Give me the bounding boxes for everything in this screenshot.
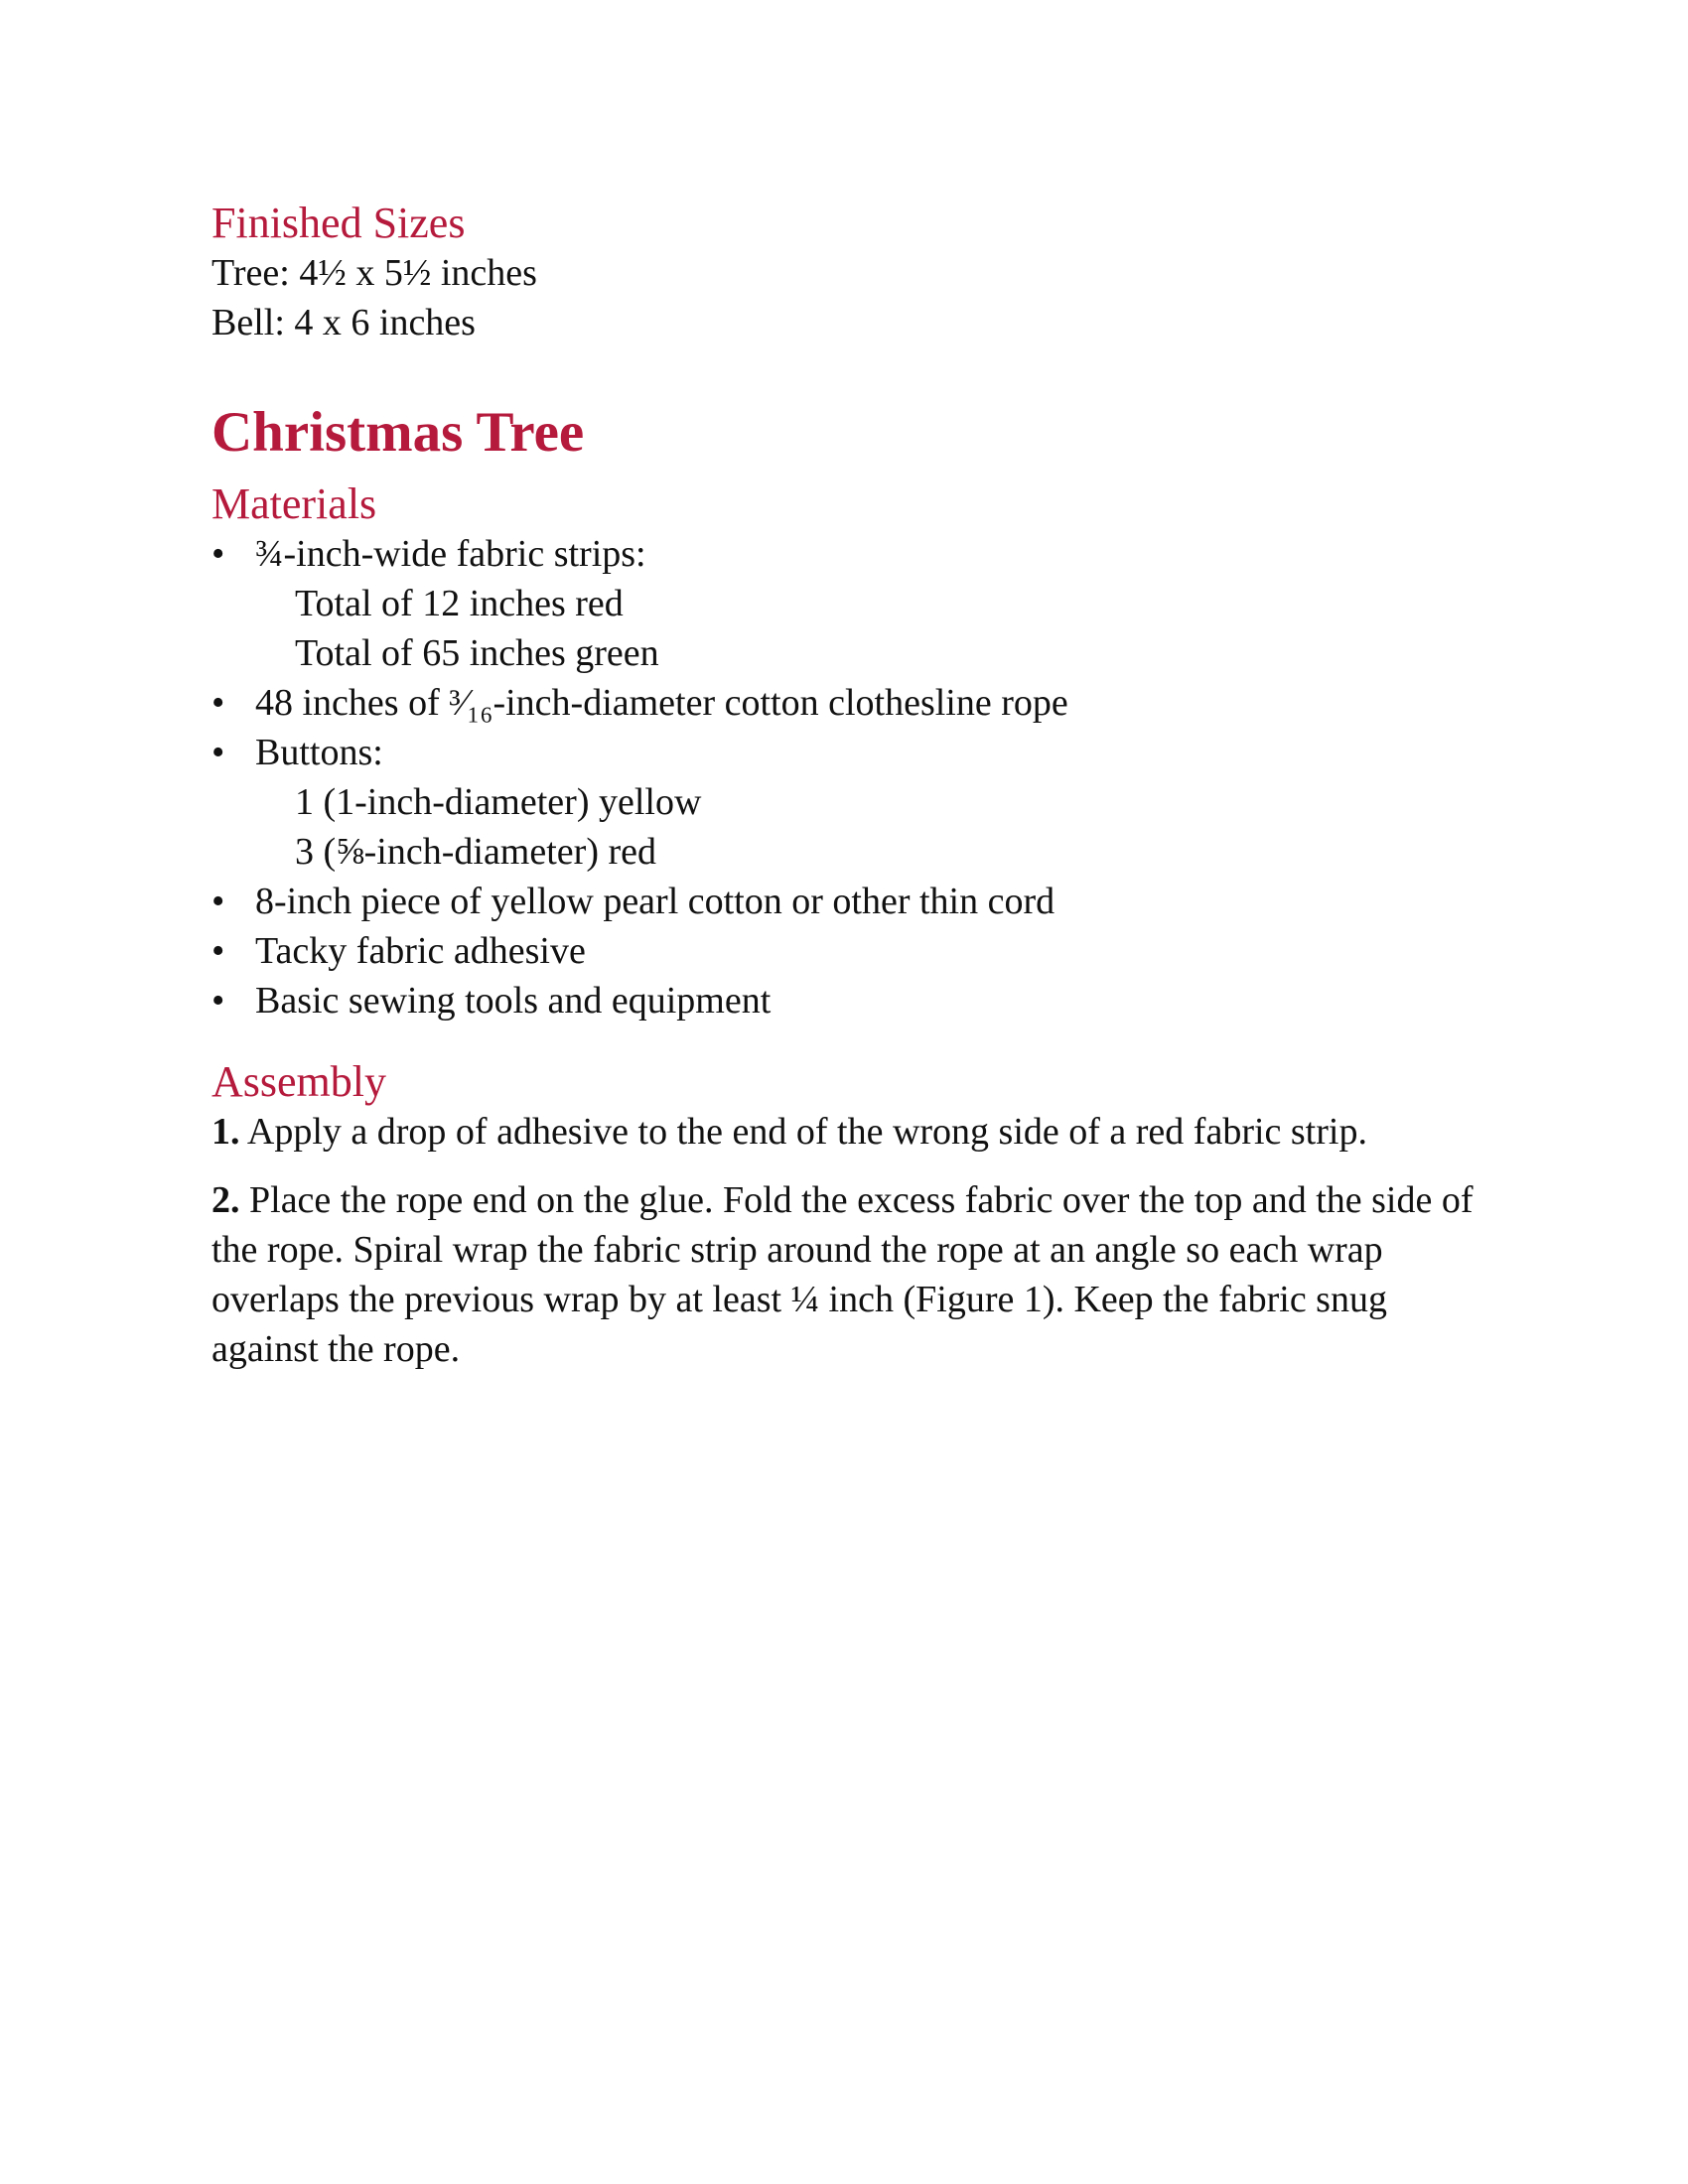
- step-text: Apply a drop of adhesive to the end of the wrong side of a red fabric strip.: [239, 1111, 1367, 1153]
- section-title: Christmas Tree: [211, 401, 585, 464]
- finished-sizes-heading: Finished Sizes: [211, 199, 466, 247]
- material-item: [211, 678, 1502, 728]
- material-item-text: Buttons:: [255, 732, 383, 773]
- material-item: [211, 877, 1502, 926]
- step-number: 2.: [211, 1179, 240, 1221]
- material-subitem: 1 (1-inch-diameter) yellow: [295, 781, 702, 823]
- document-page: [211, 199, 1502, 1374]
- assembly-step-2: [211, 1175, 1492, 1374]
- material-subitem: Total of 65 inches green: [295, 632, 659, 674]
- materials-heading: Materials: [211, 479, 377, 528]
- bullet: •: [211, 732, 225, 773]
- bell-size: Bell: 4 x 6 inches: [211, 302, 476, 343]
- materials-list: [211, 529, 1502, 1025]
- bullet: •: [211, 930, 225, 972]
- assembly-step-1: [211, 1107, 1492, 1157]
- bullet: •: [211, 980, 225, 1022]
- material-item-text: 8-inch piece of yellow pearl cotton or other thin cord: [255, 881, 1055, 922]
- material-item: [211, 926, 1502, 976]
- bullet: •: [211, 881, 225, 922]
- step-text: Place the rope end on the glue. Fold the excess fabric over the top and the side of the rope. Spiral wrap the fabric strip around the rope at an angle so each wrap overlaps the previous wrap by at least ¼ inch (Figure 1). Keep the fabric snug against the rope.: [211, 1179, 1474, 1370]
- material-item: [211, 728, 1502, 777]
- material-item-text: Tacky fabric adhesive: [255, 930, 586, 972]
- bullet: •: [211, 533, 225, 575]
- material-item: [211, 529, 1502, 579]
- material-item-text: 48 inches of ³⁄₁₆-inch-diameter cotton clothesline rope: [255, 682, 1068, 724]
- step-number: 1.: [211, 1111, 240, 1153]
- material-item-text: ¾-inch-wide fabric strips:: [255, 533, 646, 575]
- assembly-heading: Assembly: [211, 1057, 386, 1106]
- material-item: [211, 976, 1502, 1025]
- tree-size: Tree: 4½ x 5½ inches: [211, 252, 537, 294]
- material-subitem: Total of 12 inches red: [295, 583, 624, 624]
- bullet: •: [211, 682, 225, 724]
- material-item-text: Basic sewing tools and equipment: [255, 980, 772, 1022]
- material-subitem: 3 (⅝-inch-diameter) red: [295, 831, 656, 873]
